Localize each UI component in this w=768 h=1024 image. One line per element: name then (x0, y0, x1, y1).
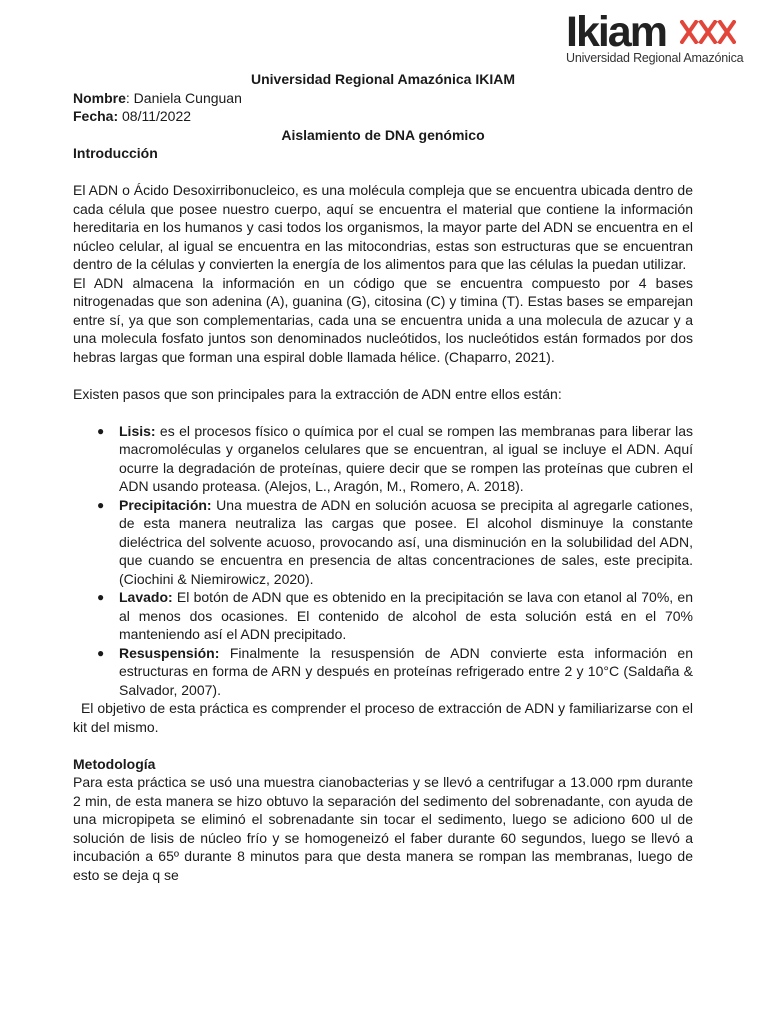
methods-heading: Metodología (73, 755, 156, 772)
document-title: Aislamiento de DNA genómico (281, 126, 485, 143)
step-text: El botón de ADN que es obtenido en la precipitación se lava con etanol al 70%, en al menos dos ocasiones. El contenido de alcohol de esta solución está en el 70% manteniendo así el ADN precipitado. (119, 589, 693, 642)
step-term: Resuspensión: (119, 644, 220, 661)
methods-paragraph-1: Para esta práctica se usó una muestra cianobacterias y se llevó a centrifugar a 13.000 rpm durante 2 min, de esta manera se hizo obtuvo la separación del sedimento del sobrenadante, con ayuda de una micropipeta se eliminó el sobrenadante sin tocar el sedimento, luego se adiciono 600 ul de solución de lisis de núcleo frío y se homogeneizó el faber durante 60 segundos, luego se llevó a incubación a 65º durante 8 minutos para que desta manera se rompan las membranas, luego de esto se deja q se (73, 774, 693, 883)
document-body (73, 70, 697, 884)
date-line (73, 107, 693, 126)
list-item (73, 422, 693, 496)
name-value: : Daniela Cunguan (125, 89, 242, 106)
bullet-icon: ● (97, 590, 105, 604)
intro-paragraph-1: El ADN o Ácido Desoxirribonucleico, es una molécula compleja que se encuentra ubicada dentro de cada célula que posee nuestro cuerpo, aquí se encuentra el material que contiene la información hereditaria en los humanos y casi todos los organismos, la mayor parte del ADN se encuentra en el núcleo celular, al igual se encuentra en las mitocondrias, estas son estructuras que se encuentran dentro de la células y convierten la energía de los alimentos para que las células la puedan utilizar. (73, 182, 693, 272)
bullet-icon: ● (97, 645, 105, 660)
ikiam-logo (566, 8, 744, 68)
date-value: 08/11/2022 (118, 108, 192, 124)
intro-heading: Introducción (73, 145, 158, 161)
logo-x-marks-icon (680, 20, 736, 44)
logo-subtitle: Universidad Regional Amazónica (566, 51, 744, 65)
extraction-steps-list (73, 422, 693, 700)
bullet-icon: ● (97, 423, 105, 438)
name-label: Nombre (73, 89, 126, 106)
name-line (73, 89, 693, 108)
step-term: Lavado: (119, 589, 173, 605)
list-item (73, 588, 693, 644)
list-item (73, 496, 693, 589)
objective-paragraph: El objetivo de esta práctica es comprender el proceso de extracción de ADN y familiarizarse con el kit del mismo. (73, 700, 697, 735)
intro-paragraph-3: Existen pasos que son principales para la extracción de ADN entre ellos están: (73, 385, 562, 402)
intro-paragraph-2: El ADN almacena la información en un código que se encuentra compuesto por 4 bases nitrogenadas que son adenina (A), guanina (G), citosina (C) y timina (T). Estas bases se emparejan entre sí, ya que son complementarias, cada una se encuentra unida a una molecula de azucar y a una molecula fosfato juntos son denominados nucleótidos, los nucleótidos están formados por dos hebras largas que forman una espiral doble llamada hélice. (Chaparro, 2021). (73, 274, 693, 365)
date-label: Fecha: (73, 108, 119, 124)
step-term: Lisis: (119, 422, 156, 439)
step-text: Una muestra de ADN en solución acuosa se precipita al agregarle cationes, de esta manera neutraliza las cargas que posee. El alcohol disminuye la constante dieléctrica del solvente acuoso, provocando así, una disminución en la solubilidad del ADN, que cuando se encuentra en presencia de altas concentraciones de sales, este precipita. (Ciochini & Niemirowicz, 2020). (119, 496, 693, 587)
step-text: es el procesos físico o química por el cual se rompen las membranas para liberar las macromoléculas y organelos celulares que se encuentran, al igual se incluye el ADN. Aquí ocurre la degradación de proteínas, quiere decir que se rompen las proteínas que cubren el ADN usando proteasa. (Alejos, L., Aragón, M., Romero, A. 2018). (119, 422, 693, 494)
logo-wordmark: Ikiam (566, 8, 666, 56)
bullet-icon: ● (97, 497, 105, 512)
step-term: Precipitación: (119, 496, 212, 513)
list-item (73, 644, 693, 700)
step-text: Finalmente la resuspensión de ADN convierte esta información en estructuras en forma de ARN y después en proteínas refrigerado entre 2 y 10°C (Saldaña & Salvador, 2007). (119, 644, 693, 698)
university-title: Universidad Regional Amazónica IKIAM (251, 71, 515, 87)
